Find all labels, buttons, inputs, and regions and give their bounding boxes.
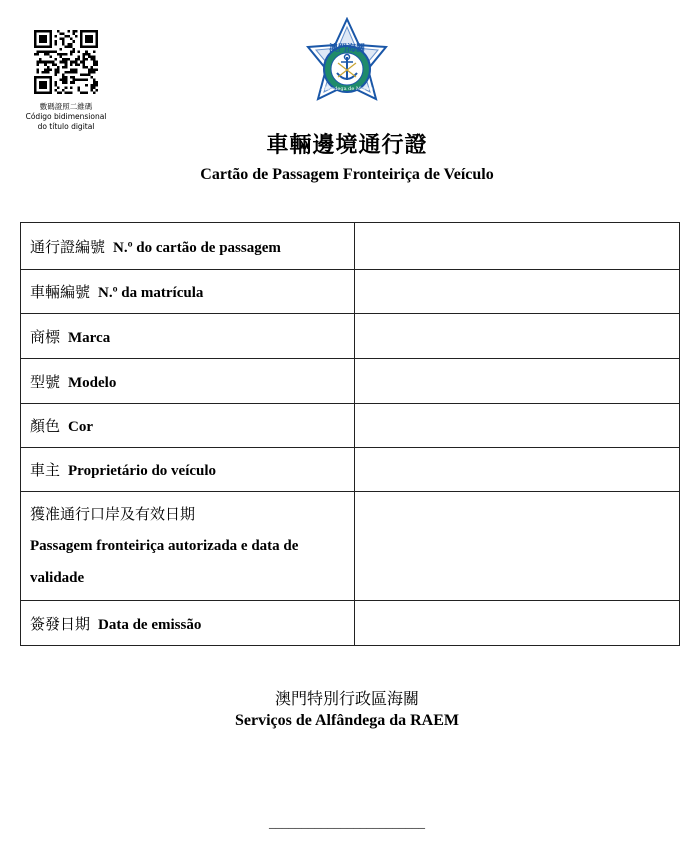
label-pt: Passagem fronteiriça autorizada e data de validade bbox=[30, 538, 299, 586]
label-zh: 型號 bbox=[30, 372, 61, 391]
qr-caption-pt-1: Código bidimensional bbox=[25, 112, 107, 121]
field-brand[interactable] bbox=[355, 314, 680, 359]
table-row bbox=[21, 492, 680, 601]
row-label-brand bbox=[21, 314, 355, 359]
row-label-plate-number bbox=[21, 270, 355, 314]
row-label-model bbox=[21, 359, 355, 404]
field-pass-number[interactable] bbox=[355, 223, 680, 270]
label-zh: 通行證編號 bbox=[30, 237, 106, 256]
label-pt: Modelo bbox=[68, 374, 117, 391]
qr-code-block bbox=[22, 30, 110, 132]
label-zh: 顏色 bbox=[30, 417, 61, 435]
emblem-bottom-text: Alfândega de Macau bbox=[320, 86, 374, 92]
row-label-border-crossing bbox=[21, 492, 355, 601]
label-zh: 簽發日期 bbox=[30, 614, 91, 633]
label-zh: 車主 bbox=[30, 461, 61, 479]
table-row bbox=[21, 404, 680, 448]
table-row bbox=[21, 223, 680, 270]
customs-star-emblem-icon bbox=[304, 17, 390, 115]
customs-emblem bbox=[304, 17, 390, 120]
table-row bbox=[21, 270, 680, 314]
row-label-pass-number bbox=[21, 223, 355, 270]
issuer-pt: Serviços de Alfândega da RAEM bbox=[235, 712, 459, 729]
label-pt: Proprietário do veículo bbox=[68, 463, 217, 479]
field-border-crossing[interactable] bbox=[355, 492, 680, 601]
label-zh: 商標 bbox=[30, 327, 61, 346]
document-title-zh: 車輛邊境通行證 bbox=[266, 133, 428, 158]
qr-caption-pt-2: do título digital bbox=[37, 122, 95, 131]
label-pt: Cor bbox=[68, 419, 94, 435]
field-plate-number[interactable] bbox=[355, 270, 680, 314]
row-label-owner bbox=[21, 448, 355, 492]
field-color[interactable] bbox=[355, 404, 680, 448]
field-model[interactable] bbox=[355, 359, 680, 404]
document-title-pt: Cartão de Passagem Fronteiriça de Veículo bbox=[200, 166, 494, 183]
vehicle-info-table bbox=[20, 222, 680, 646]
label-pt: Data de emissão bbox=[98, 616, 202, 633]
field-issue-date[interactable] bbox=[355, 601, 680, 646]
table-row bbox=[21, 359, 680, 404]
qr-caption-zh: 數碼證照二維碼 bbox=[39, 102, 93, 111]
label-pt: Marca bbox=[68, 329, 111, 346]
row-label-color bbox=[21, 404, 355, 448]
table-row bbox=[21, 601, 680, 646]
qr-code-icon bbox=[34, 30, 98, 94]
signature-line: ________________________ bbox=[269, 815, 425, 830]
table-row bbox=[21, 314, 680, 359]
table-row bbox=[21, 448, 680, 492]
label-pt: N.º do cartão de passagem bbox=[113, 239, 281, 256]
label-pt: N.º da matrícula bbox=[98, 285, 204, 301]
issuer-zh: 澳門特別行政區海關 bbox=[274, 689, 419, 708]
label-zh: 車輛編號 bbox=[30, 283, 91, 301]
label-zh: 獲准通行口岸及有效日期 bbox=[30, 505, 196, 523]
field-owner[interactable] bbox=[355, 448, 680, 492]
emblem-top-text: 澳門海關 bbox=[328, 44, 366, 54]
row-label-issue-date bbox=[21, 601, 355, 646]
